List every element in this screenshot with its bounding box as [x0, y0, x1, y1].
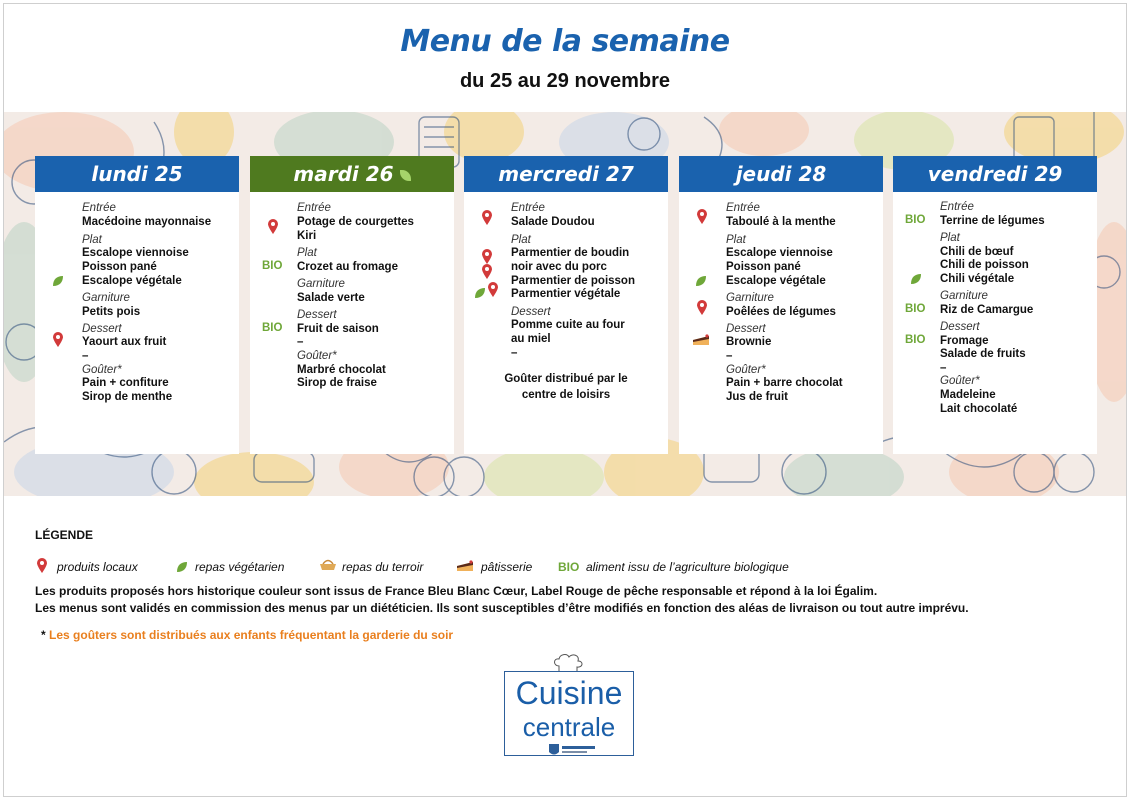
menu-category: Garniture [82, 292, 130, 304]
leaf-icon [400, 170, 411, 181]
pin-icon [482, 210, 492, 225]
menu-dish: Escalope viennoise [82, 247, 189, 259]
day-card-lundi [35, 156, 239, 454]
menu-category: Plat [726, 234, 746, 246]
legend-label: repas végétarien [195, 560, 285, 574]
pin-icon [268, 219, 278, 234]
menu-dish: Madeleine [940, 389, 996, 401]
menu-dish: Poisson pané [82, 261, 157, 273]
pin-icon [37, 558, 47, 573]
pin-icon [482, 264, 492, 279]
menu-dish: au miel [511, 333, 551, 345]
menu-category: Entrée [82, 202, 116, 214]
footnote [41, 628, 453, 642]
legend-label: aliment issu de l’agriculture biologique [586, 560, 789, 574]
menu-dish: Parmentier végétale [511, 288, 621, 300]
menu-dish: Salade Doudou [511, 216, 595, 228]
menu-category: Goûter* [726, 364, 766, 376]
menu-category: Entrée [297, 202, 331, 214]
menu-dish: Potage de courgettes [297, 216, 414, 228]
menu-dish: Poisson pané [726, 261, 801, 273]
bio-badge: BIO [905, 334, 926, 346]
menu-category: Garniture [297, 278, 345, 290]
menu-category: Garniture [940, 290, 988, 302]
menu-dish: Sirop de fraise [297, 377, 377, 389]
menu-category: Plat [511, 234, 531, 246]
day-card-vendredi [893, 156, 1097, 454]
day-header [893, 156, 1097, 192]
menu-dish: Salade de fruits [940, 348, 1026, 360]
page-subtitle: du 25 au 29 novembre [459, 70, 671, 92]
menu-dish: Pain + confiture [82, 377, 169, 389]
menu-dish: – [82, 350, 89, 362]
day-card-mardi [250, 156, 454, 454]
legend-label: produits locaux [57, 560, 138, 574]
menu-dish: Marbré chocolat [297, 364, 386, 376]
menu-dish: Fruit de saison [297, 323, 379, 335]
menu-dish: Fromage [940, 335, 989, 347]
day-name: mardi 26 [293, 162, 394, 186]
menu-dish: Macédoine mayonnaise [82, 216, 212, 228]
footnote-star: * [41, 628, 46, 642]
menu-dish: Escalope végétale [82, 275, 182, 287]
menu-dish: noir avec du porc [511, 261, 607, 273]
menu-dish: Brownie [726, 336, 772, 348]
legend-row [35, 558, 935, 578]
page-title: Menu de la semaine [400, 24, 730, 59]
pin-icon [697, 300, 707, 315]
menu-category: Plat [940, 232, 960, 244]
bio-badge: BIO [905, 214, 926, 226]
menu-dish: Yaourt aux fruit [82, 336, 167, 348]
menu-dish: Kiri [297, 230, 317, 242]
menu-category: Dessert [297, 309, 337, 321]
pin-icon [482, 249, 492, 264]
menu-category: Goûter* [297, 350, 337, 362]
menu-dish: Chili de poisson [940, 259, 1029, 271]
legend-label: pâtisserie [481, 560, 533, 574]
gouter-note: Goûter distribué par le [504, 373, 628, 385]
pin-icon [488, 282, 498, 297]
pin-icon [53, 332, 63, 347]
menu-dish: Lait chocolaté [940, 403, 1018, 415]
day-header [35, 156, 239, 192]
menu-category: Entrée [511, 202, 545, 214]
menu-category: Dessert [726, 323, 766, 335]
menu-dish: – [511, 347, 518, 359]
menu-dish: Crozet au fromage [297, 261, 398, 273]
leaf-icon [52, 275, 64, 287]
menu-dish: Chili de bœuf [940, 246, 1014, 258]
bio-badge: BIO [262, 260, 283, 272]
leaf-icon [910, 273, 922, 285]
menu-dish: Escalope viennoise [726, 247, 833, 259]
day-name: vendredi 29 [927, 162, 1063, 186]
menu-dish: Parmentier de boudin [511, 247, 630, 259]
bio-badge: BIO [905, 303, 926, 315]
leaf-icon [695, 275, 707, 287]
day-header [679, 156, 883, 192]
menu-dish: Petits pois [82, 306, 141, 318]
bio-badge: BIO [558, 560, 580, 574]
menu-category: Dessert [82, 323, 122, 335]
day-header [464, 156, 668, 192]
day-card-mercredi [464, 156, 668, 454]
menu-dish: Jus de fruit [726, 391, 788, 403]
menu-dish: Sirop de menthe [82, 391, 173, 403]
bio-badge: BIO [262, 322, 283, 334]
logo-line1: Cuisine [515, 675, 623, 711]
footnote-text: Les goûters sont distribués aux enfants fréquentant la garderie du soir [49, 628, 454, 642]
day-name: lundi 25 [91, 162, 183, 186]
legend-title: LÉGENDE [35, 528, 94, 542]
menu-dish: – [726, 350, 733, 362]
menu-category: Goûter* [82, 364, 122, 376]
cake-icon [692, 334, 710, 346]
menu-category: Entrée [940, 201, 974, 213]
day-card-jeudi [679, 156, 883, 454]
menu-category: Goûter* [940, 375, 980, 387]
menu-dish: – [297, 336, 304, 348]
menu-category: Entrée [726, 202, 760, 214]
leaf-icon [176, 561, 188, 573]
cake-icon [456, 560, 474, 572]
menu-dish: – [940, 362, 947, 374]
menu-category: Plat [82, 234, 102, 246]
menu-dish: Terrine de légumes [940, 215, 1045, 227]
menu-dish: Pain + barre chocolat [726, 377, 843, 389]
menu-dish: Pomme cuite au four [511, 319, 625, 331]
day-name: mercredi 27 [498, 162, 634, 186]
info-note: Les produits proposés hors historique couleur sont issus de France Bleu Blanc Cœur, Label Rouge de pêche responsable et répond à la loi Égalim. [35, 584, 878, 598]
day-name: jeudi 28 [735, 162, 827, 186]
menu-category: Dessert [511, 306, 551, 318]
legend-label: repas du terroir [342, 560, 424, 574]
menu-dish: Poêlées de légumes [726, 306, 836, 318]
day-header [250, 156, 454, 192]
menu-category: Plat [297, 247, 317, 259]
menu-dish: Riz de Camargue [940, 304, 1034, 316]
menu-category: Dessert [940, 321, 980, 333]
leaf-icon [474, 287, 486, 299]
basket-icon [319, 559, 337, 571]
menu-dish: Taboulé à la menthe [726, 216, 836, 228]
pin-icon [697, 209, 707, 224]
menu-category: Garniture [726, 292, 774, 304]
menu-dish: Parmentier de poisson [511, 275, 635, 287]
gouter-note: centre de loisirs [521, 389, 611, 401]
menu-dish: Chili végétale [940, 273, 1015, 285]
menu-dish: Salade verte [297, 292, 365, 304]
info-note: Les menus sont validés en commission des menus par un diététicien. Ils sont susceptibles d’être modifiés en fonction des aléas de livraison ou tout autre imprévu. [35, 601, 969, 615]
logo-line2: centrale [522, 712, 616, 742]
city-crest-icon [547, 742, 597, 758]
menu-dish: Escalope végétale [726, 275, 826, 287]
